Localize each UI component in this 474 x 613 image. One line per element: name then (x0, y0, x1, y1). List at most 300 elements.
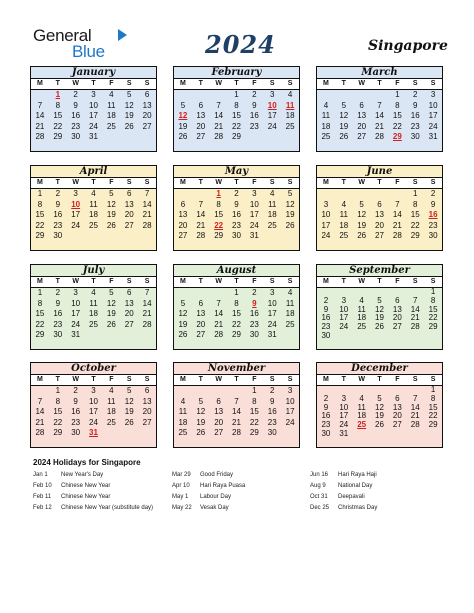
day-cell: 22 (428, 411, 438, 421)
day-cell: 20 (392, 411, 402, 421)
day-cell (85, 231, 103, 242)
day-cell: 19 (178, 121, 188, 131)
day-cell: 18 (106, 407, 116, 417)
day-cell: 6 (216, 396, 221, 406)
day-cell: 27 (142, 417, 152, 427)
day-cell: 23 (53, 220, 63, 230)
day-cell: 29 (232, 330, 241, 340)
holiday-entry (33, 503, 153, 514)
day-cell: 11 (357, 304, 366, 314)
day-cell: 25 (89, 220, 98, 230)
holiday-name: Vesak Day (200, 505, 229, 511)
day-cell: 22 (392, 121, 402, 131)
day-cell: 3 (430, 90, 436, 99)
weekday-label: M (323, 80, 329, 87)
day-cell: 19 (375, 313, 384, 323)
week-row (317, 101, 442, 112)
day-cell: 13 (214, 407, 224, 417)
day-cell: 10 (428, 100, 438, 110)
month-name: August (216, 265, 257, 276)
week-row (174, 132, 299, 143)
weekday-label: T (55, 376, 60, 383)
day-cell: 23 (321, 420, 331, 429)
day-cell: 4 (323, 100, 329, 110)
weekday-label: T (91, 80, 96, 87)
day-cell: 14 (232, 407, 241, 417)
day-cell: 27 (214, 428, 224, 438)
day-cell: 21 (392, 220, 402, 230)
day-cell (406, 332, 424, 341)
day-cell: 13 (392, 402, 402, 412)
day-cell: 31 (267, 330, 277, 340)
day-cell: 14 (410, 304, 420, 314)
weekday-label: M (37, 80, 43, 87)
weekday-label: M (37, 376, 43, 383)
day-cell: 27 (124, 220, 134, 230)
day-cell: 17 (428, 111, 438, 121)
weekday-label: S (412, 278, 418, 285)
month-name: January (71, 67, 116, 78)
holiday-day-cell: 16 (428, 210, 438, 220)
day-cell: 15 (35, 210, 45, 220)
day-cell: 17 (339, 313, 349, 323)
month-name: November (207, 363, 266, 374)
weekday-label: S (287, 278, 293, 285)
day-cell: 22 (428, 313, 438, 323)
day-cell: 18 (106, 111, 116, 121)
month-october (30, 362, 157, 448)
weekday-label: T (377, 179, 382, 186)
weekday-label: S (126, 376, 132, 383)
holiday-day-cell: 10 (267, 100, 277, 110)
day-cell: 16 (232, 210, 241, 220)
weekday-label: S (144, 80, 150, 87)
day-cell: 18 (267, 210, 277, 220)
day-cell: 19 (285, 210, 295, 220)
day-cell: 30 (249, 330, 259, 340)
day-cell: 24 (89, 417, 98, 427)
day-cell: 3 (252, 189, 257, 198)
day-cell: 5 (287, 189, 293, 198)
day-cell: 17 (89, 111, 98, 121)
week-row (174, 101, 299, 112)
weekday-label: M (180, 376, 186, 383)
day-cell: 23 (232, 220, 241, 230)
day-cell: 9 (55, 199, 61, 209)
day-cell: 5 (180, 298, 186, 308)
weekday-label: S (144, 179, 150, 186)
day-cell: 5 (180, 100, 186, 110)
day-cell: 21 (35, 417, 45, 427)
holiday-date: May 1 (172, 494, 189, 500)
day-cell: 13 (375, 210, 384, 220)
holiday-date: May 22 (172, 505, 192, 511)
weekday-header (317, 78, 442, 90)
month-december (316, 362, 443, 448)
day-cell: 20 (357, 121, 367, 131)
day-cell: 24 (285, 417, 295, 427)
day-cell: 6 (395, 295, 400, 305)
week-row (174, 309, 299, 320)
day-cell: 5 (377, 295, 382, 305)
day-cell: 30 (410, 132, 420, 142)
week-row (31, 320, 156, 331)
holiday-entry (33, 492, 153, 503)
day-cell: 2 (413, 90, 418, 99)
holiday-name: Christmas Day (338, 505, 378, 511)
holiday-date: Dec 25 (310, 505, 330, 511)
day-cell: 16 (71, 407, 81, 417)
day-cell: 12 (375, 402, 384, 412)
month-name: June (366, 166, 393, 177)
month-april (30, 165, 157, 251)
day-cell: 25 (285, 121, 295, 131)
day-cell: 27 (142, 121, 152, 131)
day-cell: 14 (35, 407, 45, 417)
day-cell: 24 (71, 220, 81, 230)
day-cell: 9 (413, 100, 418, 110)
day-cell: 17 (249, 210, 259, 220)
day-cell: 19 (357, 220, 367, 230)
day-cell: 19 (124, 407, 134, 417)
day-cell: 19 (178, 319, 188, 329)
day-cell (31, 386, 49, 397)
day-cell: 1 (234, 288, 239, 297)
day-cell: 28 (214, 330, 224, 340)
day-cell: 27 (392, 420, 402, 429)
day-cell: 1 (37, 189, 43, 198)
day-cell (317, 189, 335, 200)
week-row (31, 111, 156, 122)
day-cell: 28 (142, 220, 152, 230)
day-cell: 6 (127, 189, 132, 198)
day-cell: 13 (196, 111, 206, 121)
weekday-label: T (341, 376, 346, 383)
weekday-label: F (395, 179, 400, 186)
weekday-label: M (37, 278, 43, 285)
day-cell: 24 (71, 319, 81, 329)
day-cell: 11 (107, 100, 116, 110)
day-cell (192, 288, 210, 299)
day-cell: 31 (339, 428, 349, 438)
holiday-entry (310, 492, 377, 503)
holiday-entry (310, 470, 377, 481)
holiday-day-cell: 29 (392, 132, 402, 142)
day-cell: 22 (35, 319, 45, 329)
weekday-label: W (215, 80, 222, 87)
day-cell: 12 (106, 199, 116, 209)
weekday-label: W (358, 278, 365, 285)
day-cell: 15 (53, 407, 63, 417)
weekday-header (317, 374, 442, 386)
day-cell: 9 (430, 199, 436, 209)
day-cell: 21 (214, 319, 224, 329)
day-cell: 22 (249, 417, 259, 427)
holiday-day-cell: 22 (214, 220, 224, 230)
day-cell: 29 (249, 428, 259, 438)
weekday-label: T (341, 179, 346, 186)
day-cell: 7 (198, 199, 204, 209)
day-cell: 18 (89, 309, 98, 319)
month-august (173, 264, 300, 350)
weekday-label: M (323, 179, 329, 186)
week-row (31, 200, 156, 211)
day-cell: 2 (55, 189, 61, 198)
day-cell: 15 (35, 309, 45, 319)
day-cell: 3 (270, 288, 275, 297)
week-row (174, 418, 299, 429)
day-cell: 18 (357, 411, 367, 421)
day-cell: 11 (178, 407, 188, 417)
day-cell: 19 (106, 210, 116, 220)
week-row (174, 231, 299, 242)
day-cell: 4 (109, 90, 114, 99)
day-cell: 14 (214, 309, 224, 319)
day-cell: 19 (124, 111, 134, 121)
weekday-label: S (144, 278, 150, 285)
day-cell: 24 (428, 121, 438, 131)
weekday-label: W (72, 376, 79, 383)
weekday-label: F (395, 278, 400, 285)
weekday-label: S (287, 376, 293, 383)
holiday-column (172, 470, 245, 514)
day-cell: 9 (323, 402, 329, 412)
day-cell: 25 (285, 319, 295, 329)
day-cell: 11 (89, 199, 98, 209)
week-row (317, 332, 442, 341)
day-cell: 5 (359, 199, 364, 209)
day-cell: 4 (359, 295, 364, 305)
weekday-label: T (198, 80, 203, 87)
day-cell: 7 (377, 100, 382, 110)
day-cell: 27 (375, 231, 384, 241)
month-name: February (211, 67, 262, 78)
weekday-label: W (358, 80, 365, 87)
weekday-label: S (412, 80, 418, 87)
day-cell: 26 (106, 319, 116, 329)
weekday-label: S (126, 179, 132, 186)
day-cell: 25 (339, 231, 349, 241)
day-cell: 26 (124, 417, 134, 427)
day-cell: 12 (124, 100, 134, 110)
day-cell (192, 386, 210, 397)
day-cell (138, 132, 156, 143)
day-cell: 7 (234, 396, 239, 406)
day-cell: 22 (53, 121, 63, 131)
holiday-date: Feb 12 (33, 505, 52, 511)
day-cell: 12 (124, 396, 134, 406)
logo-blue-text: Blue (72, 42, 105, 61)
day-cell: 16 (321, 411, 331, 421)
day-cell: 8 (430, 295, 436, 305)
day-cell: 31 (428, 132, 438, 142)
week-row (31, 330, 156, 341)
week-row (317, 323, 442, 332)
weekday-label: F (252, 179, 257, 186)
holiday-name: Labour Day (200, 494, 232, 500)
weekday-label: M (180, 80, 186, 87)
day-cell: 28 (142, 319, 152, 329)
day-cell: 5 (127, 90, 132, 99)
holiday-name: New Year's Day (61, 472, 104, 478)
weekday-header (317, 177, 442, 189)
day-cell: 23 (267, 417, 277, 427)
holiday-date: Aug 9 (310, 483, 326, 489)
day-cell: 7 (413, 295, 418, 305)
day-cell: 4 (270, 189, 275, 198)
day-cell: 23 (71, 121, 81, 131)
day-cell: 15 (53, 111, 63, 121)
day-cell: 14 (214, 111, 224, 121)
day-cell: 6 (127, 288, 132, 297)
weekday-label: S (269, 376, 275, 383)
day-cell: 28 (410, 322, 420, 331)
day-cell: 14 (142, 298, 152, 308)
weekday-label: S (430, 80, 436, 87)
day-cell: 1 (430, 385, 436, 394)
weekday-label: T (341, 278, 346, 285)
day-cell: 24 (339, 322, 349, 331)
day-cell: 22 (35, 220, 45, 230)
holiday-date: Apr 10 (172, 483, 190, 489)
day-cell: 2 (73, 386, 78, 395)
day-cell: 22 (232, 319, 241, 329)
day-cell: 8 (37, 298, 43, 308)
week-row (317, 221, 442, 232)
day-cell (174, 386, 192, 397)
day-cell: 6 (198, 298, 204, 308)
day-cell: 19 (375, 411, 384, 421)
day-cell: 19 (196, 417, 206, 427)
month-february (173, 66, 300, 152)
weekday-label: S (287, 80, 293, 87)
day-cell: 1 (413, 189, 418, 198)
weekday-label: S (412, 179, 418, 186)
week-row (31, 101, 156, 112)
day-cell: 11 (357, 402, 366, 412)
holiday-name: Good Friday (200, 472, 234, 478)
day-cell: 12 (339, 111, 349, 121)
day-cell: 6 (198, 100, 204, 110)
week-row (31, 122, 156, 133)
month-november (173, 362, 300, 448)
holiday-date: Mar 29 (172, 472, 191, 478)
day-cell: 3 (91, 386, 96, 395)
day-cell: 3 (323, 199, 329, 209)
week-row (31, 299, 156, 310)
day-cell: 3 (73, 288, 78, 297)
day-cell: 3 (287, 386, 293, 395)
day-cell: 24 (339, 420, 349, 429)
weekday-label: T (198, 278, 203, 285)
day-cell: 22 (53, 417, 63, 427)
day-cell: 29 (214, 231, 224, 241)
day-cell: 4 (91, 189, 96, 198)
day-cell: 31 (89, 132, 98, 142)
weekday-label: W (358, 376, 365, 383)
month-name: April (79, 166, 108, 177)
holiday-name: Chinese New Year (61, 494, 111, 500)
holiday-entry (310, 503, 377, 514)
day-cell: 9 (73, 100, 78, 110)
weekday-label: S (269, 179, 275, 186)
week-row (317, 200, 442, 211)
day-cell: 20 (124, 309, 134, 319)
day-cell: 5 (377, 393, 382, 403)
day-cell: 2 (73, 90, 78, 99)
day-cell: 29 (35, 330, 45, 340)
day-cell: 12 (106, 298, 116, 308)
day-cell (281, 428, 299, 439)
day-cell: 27 (178, 231, 188, 241)
day-cell: 8 (395, 100, 400, 110)
week-row (317, 132, 442, 143)
day-cell: 10 (285, 396, 295, 406)
holiday-entry (172, 470, 245, 481)
day-cell: 24 (89, 121, 98, 131)
day-cell (210, 288, 228, 299)
day-cell: 15 (410, 210, 420, 220)
day-cell: 6 (395, 393, 400, 403)
day-cell: 2 (430, 189, 436, 198)
day-cell: 10 (339, 304, 349, 314)
week-row (174, 200, 299, 211)
day-cell: 7 (144, 288, 150, 297)
day-cell: 2 (252, 288, 257, 297)
weekday-label: W (72, 179, 79, 186)
day-cell (353, 189, 371, 200)
day-cell (138, 231, 156, 242)
weekday-label: F (109, 179, 114, 186)
day-cell: 13 (357, 111, 367, 121)
week-row (317, 430, 442, 439)
day-cell: 4 (287, 90, 293, 99)
weekday-header (31, 374, 156, 386)
holiday-day-cell: 12 (178, 111, 188, 121)
holiday-name: Hari Raya Puasa (200, 483, 246, 489)
day-cell (371, 430, 389, 439)
day-cell: 2 (55, 288, 61, 297)
day-cell: 18 (178, 417, 188, 427)
week-row (317, 421, 442, 430)
weekday-label: T (91, 376, 96, 383)
day-cell: 1 (234, 90, 239, 99)
day-cell: 28 (232, 428, 241, 438)
day-cell: 28 (214, 132, 224, 142)
day-cell: 8 (252, 396, 257, 406)
weekday-label: T (91, 278, 96, 285)
week-row (174, 90, 299, 101)
holiday-day-cell: 25 (357, 420, 367, 429)
day-cell: 1 (252, 386, 257, 395)
weekday-label: W (72, 80, 79, 87)
day-cell: 17 (89, 407, 98, 417)
holiday-entry (172, 492, 245, 503)
day-cell: 14 (196, 210, 206, 220)
day-cell: 28 (35, 132, 45, 142)
day-cell: 13 (142, 396, 152, 406)
month-may (173, 165, 300, 251)
day-cell: 18 (339, 220, 349, 230)
day-cell: 23 (321, 322, 331, 331)
week-row (174, 407, 299, 418)
day-cell: 28 (410, 420, 420, 429)
day-cell: 4 (91, 288, 96, 297)
day-cell: 11 (89, 298, 98, 308)
day-cell: 7 (216, 298, 221, 308)
day-cell: 2 (323, 393, 329, 403)
day-cell: 7 (37, 100, 43, 110)
